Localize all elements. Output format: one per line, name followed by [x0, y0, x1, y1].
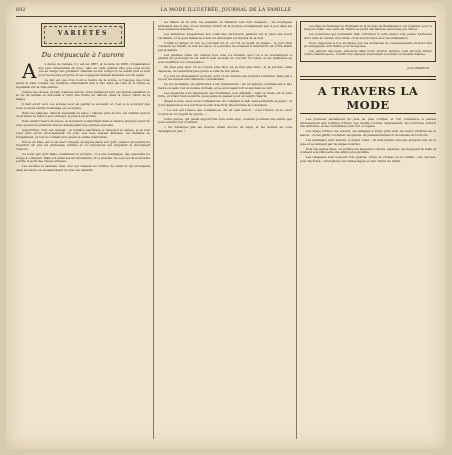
section-rule-thin: [300, 113, 436, 114]
journal-title: LA MODE ILLUSTRÉE, JOURNAL DE LA FAMILLE: [160, 8, 292, 13]
article-paragraph: Pour les jeunes filles, on préfère les jaquettes courtes, ajustées, qui dégagent la taille et donnent à la silhouette une allure plus juvénile.: [300, 146, 436, 155]
article-paragraph: Les anciens le savaient bien, eux qui vivaient au rythme du soleil et qui trouvaient dans la nature un enseignement de tous les instants.: [16, 164, 150, 172]
article-paragraph: Toutes ces choses, et bien d'autres encore, nous ramènent vers ces heures paisibles où la vie de famille se déroulait à l'abri des bruits du dehors, dans la douce clarté de la lampe.: [16, 89, 150, 101]
article-body-continued: [158, 21, 292, 133]
article-paragraph: Quant à nous, nous nous contenterons de constater le fait, sans prétendre le juger ; et nous laisserons à nos lectrices le soin d'en tirer elles-mêmes la conclusion.: [158, 99, 292, 107]
header-rule: [16, 16, 436, 17]
column-3: [300, 21, 436, 441]
article-paragraph: Cette parole, qui paraît aujourd'hui d'un autre âge, contient pourtant une vérité que nous aurions tort d'oublier.: [158, 116, 292, 125]
notice-paragraph: Nous rappelons à nos abonnées que les demandes de renseignements doivent être accompagnées d'un timbre pour la réponse.: [304, 40, 432, 49]
article-paragraph: Les manteaux sont amples, à grand collet ; ils descendent presque jusqu'au bas de la jupe et se ferment par de larges boutons.: [300, 137, 436, 146]
banner-label: VARIÉTÉS: [57, 30, 109, 37]
fashion-article-body: [300, 118, 436, 163]
newspaper-page: [6, 3, 446, 449]
column-divider: [296, 21, 297, 439]
article-paragraph: On dîne plus tard, on se couche plus tard, on se lève plus tard ; et la journée, ainsi déplacée, ne ressemble plus guère à celle de nos pères.: [158, 65, 292, 73]
drop-cap: A: [22, 59, 37, 83]
varietes-banner: [41, 23, 125, 47]
author-signature: Jean RAMEAU.: [407, 66, 430, 71]
page-header: [16, 7, 436, 17]
notice-paragraph: Les personnes qui voudraient bien contribuer à cette œuvre sont priées d'adresser leurs dons au bureau du journal, où ils seront reçus avec reconnaissance.: [304, 32, 432, 40]
article-paragraph: La vie mondaine, en particulier, s'est transformée ; les réceptions commencent à une heure où jadis tout le monde dormait, et se prolongent fort avant dans la nuit.: [158, 82, 292, 90]
article-paragraph: Les grandes villes ont changé tout cela. La lumière, que l'on a su domestiquer, a permis de prolonger la vie active bien au-delà du coucher du soleil, et les habitudes se sont modifiées en conséquence.: [158, 52, 292, 64]
article-paragraph: Les journées deviennent de plus en plus courtes, et l'on commence à penser sérieusement aux toilettes d'hiver. Les étoffes lourdes reparaissent, les fourrures sortent des armoires, et les couturières sont fort occupées.: [300, 117, 436, 129]
column-2: [158, 21, 292, 441]
article-paragraph: A u décès de l'année, il y eut en 1887, et la suite de 1888, l'organisation aux yeux émerveillés de tous, celle de cette grande ville que nous avons vue au temps des premiers chemins de fer, lorsqu'on ne tenait plus la nuit pour les heures propices et les voyageurs étaient attendus sur les quais.: [16, 63, 150, 77]
section-rule-thick: [300, 76, 436, 77]
article-paragraph: Puis venait l'heure du repos, et la maison s'endormait dans le silence jusqu'au lever du jour, quand les premiers rayons annonçaient une journée nouvelle.: [16, 119, 150, 127]
column-divider: [153, 21, 154, 439]
article-paragraph: « Le soir est l'heure des confidences, dit un vieil auteur ; c'est l'heure où le cœur s'ouvre et où l'esprit se repose. »: [158, 107, 292, 116]
article-paragraph: Les lanternes, suspendues aux coins des carrefours, jetaient sur le pavé une lueur vacillante, et le guet faisait sa ronde en annonçant les heures de la nuit.: [158, 32, 292, 40]
fashion-section-title: A TRAVERS LA MODE: [317, 84, 419, 113]
article-paragraph: Les draps d'hiver, les velours, les lainages à longs poils sont les tissus préférés de la saison ; on les garnit volontiers de galons, de passementeries et de bandes de fourrure.: [300, 129, 436, 137]
section-rule-thin: [300, 79, 436, 80]
article-paragraph: Les médecins s'en inquiètent, les moralistes s'en affligent ; mais la mode est la plus forte, et il faut bien la suivre, sous peine de passer pour un esprit chagrin.: [158, 90, 292, 99]
column-1: [16, 21, 150, 441]
article-paragraph: Est-ce un bien, est-ce un mal ? Chacun en jugera selon son goût ; mais il est permis de regretter un peu les anciennes veillées et ce crépuscule qui préparait si doucement l'aurore.: [16, 139, 150, 151]
article-paragraph: « Ne dérangez pas les heures, disait encore un sage, et les heures ne vous dérangeront pas. »: [158, 125, 292, 133]
article-paragraph: Dans les maisons, chacun reprenait sa place : l'aïeule près du feu, les enfants autour de la table, la mère à son ouvrage, le père à sa lecture.: [16, 110, 150, 119]
article-paragraph: Les chapeaux sont toujours très grands, ornés de plumes et de rubans ; les capotes, plus discrètes, conviennent aux dames âgées et aux visites du matin.: [300, 155, 436, 163]
page-number: 602: [16, 8, 26, 13]
notice-box: [300, 21, 436, 62]
article-body: [16, 59, 150, 172]
article-paragraph: Ce n'est pas qu'il faille condamner le progrès ; il a ses avantages, que personne ne songe à contester. Mais il a aussi ses inconvénients, et le premier de tous est de nous faire perdre le goût des choses simples.: [16, 152, 150, 164]
article-paragraph: Le fait est que d'un bout à l'autre de la soirée, à l'époque que nous avons si bien connue, les lumières s'allumaient une à une dans les rues et le calme se répandait sur la ville entière.: [16, 77, 150, 89]
notice-paragraph: Les patrons découpés, annoncés dans notre dernier numéro, sont envoyés franco contre mandat-poste ; il suffit d'en indiquer exactement le numéro et la taille désirée.: [304, 48, 432, 57]
article-paragraph: Aujourd'hui, tout est changé : la lumière électrique a remplacé la lampe, et la nuit n'est plus qu'un prolongement du jour. Les rues restent animées, les théâtres se remplissent, et l'on ne connaît plus guère le calme d'autrefois.: [16, 127, 150, 139]
article-paragraph: C'était le temps où l'on se couchait tôt et où l'on se levait de même ; le jour était consacré au travail, la nuit au repos, et personne ne songeait à intervertir cet ordre établi par la nature.: [158, 40, 292, 52]
article-paragraph: Il y a là un changement profond, dont on ne mesure pas toujours l'étendue, mais qui a eu sur les mœurs une influence considérable.: [158, 73, 292, 82]
article-paragraph: Il faut avoir vécu ces soirées pour en garder le souvenir, et c'est à ce souvenir que nous voulons rendre hommage en ces lignes.: [16, 101, 150, 110]
article-paragraph: Au milieu de la ville, les passants se hâtaient vers leur demeure ; les boutiques fermaient une à une, et les derniers bruits de la journée s'éteignaient peu à peu dans les rues devenues désertes.: [158, 21, 292, 32]
notice-paragraph: Les filles de Monsieur le Président de la Société de Bienfaisance ont organisé, pour le mois prochain, une vente de charité au profit des familles éprouvées par l'hiver.: [304, 24, 432, 32]
article-title: Du crépuscule à l'aurore: [41, 51, 125, 59]
